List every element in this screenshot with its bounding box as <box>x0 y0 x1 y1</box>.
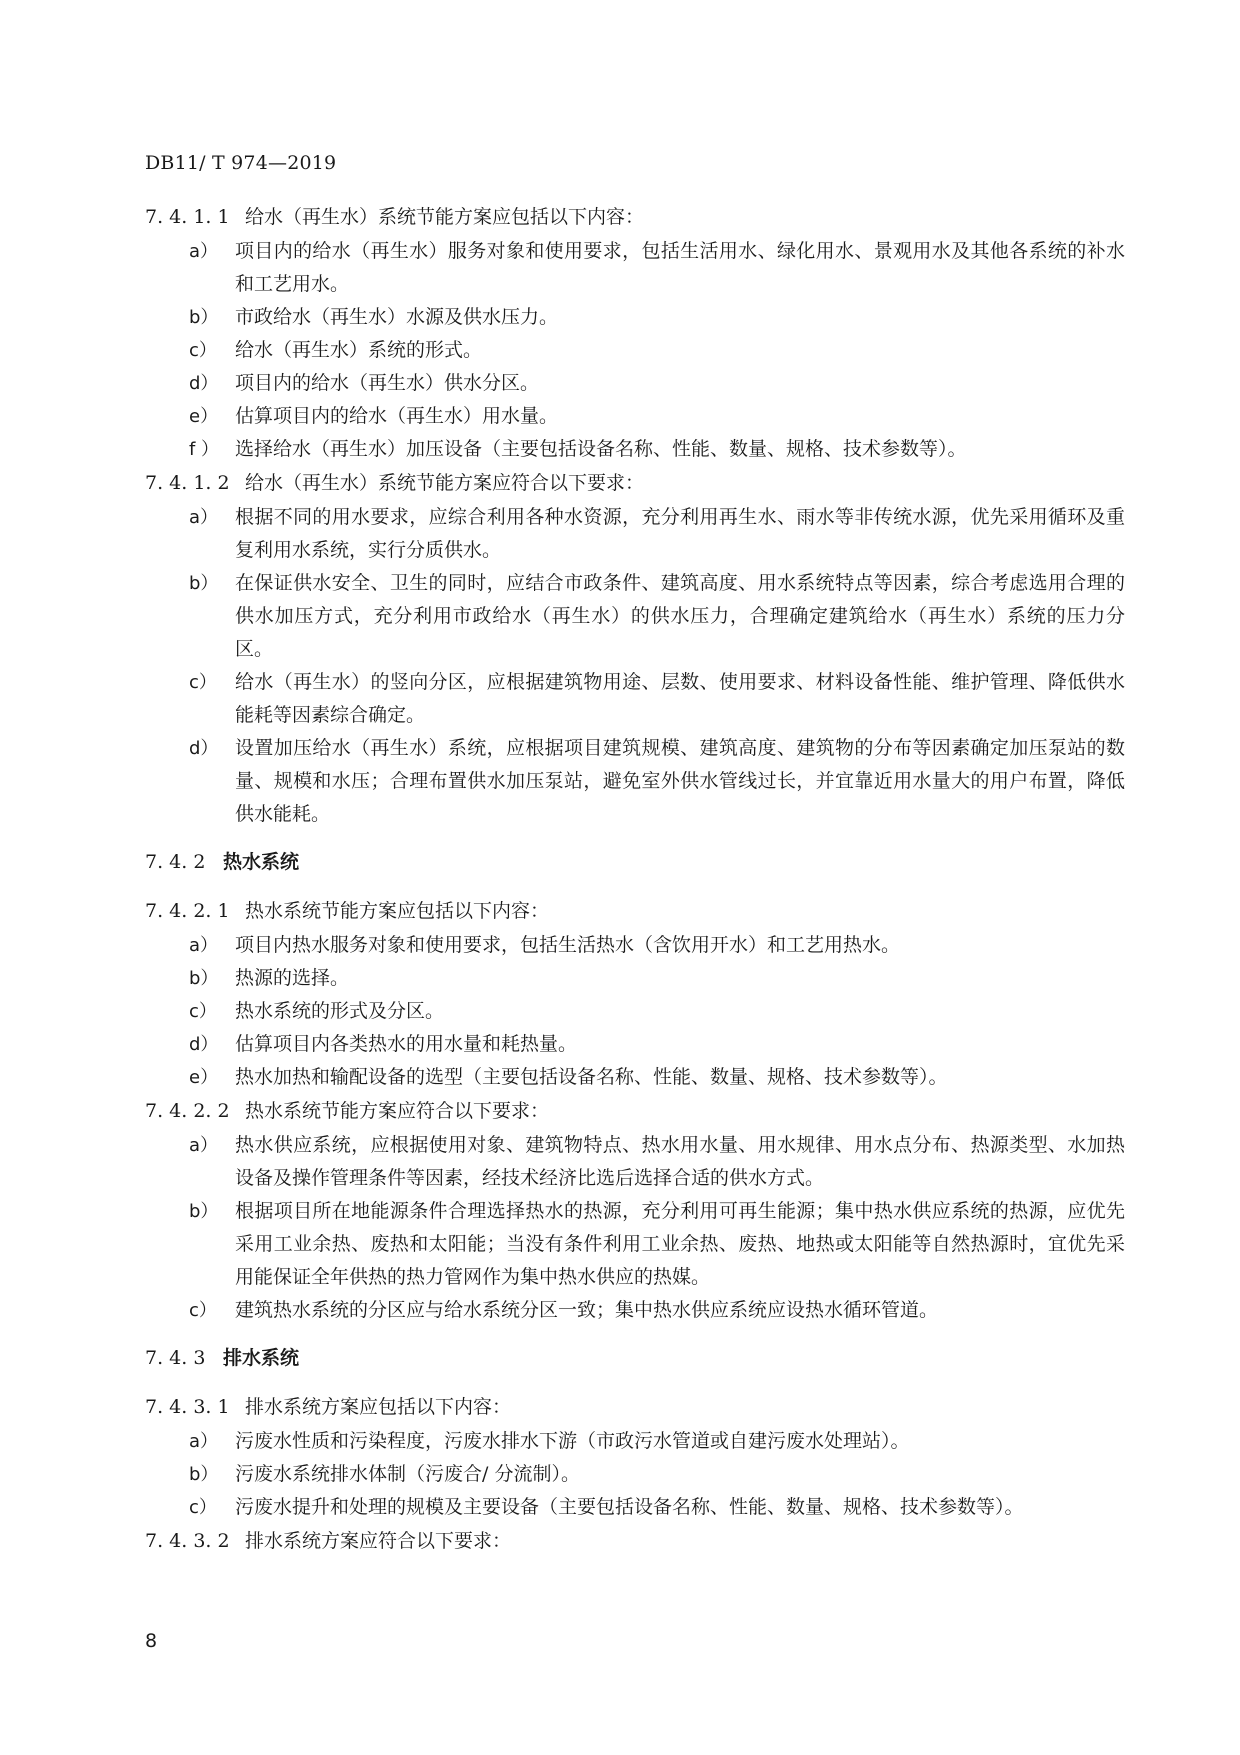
list-item <box>145 1458 1125 1491</box>
list-item <box>145 732 1125 831</box>
list-item-label: b） <box>189 1464 219 1485</box>
document-code-header: DB11/ T 974—2019 <box>145 152 337 174</box>
list-item-label: c） <box>189 340 217 361</box>
list-item <box>145 1129 1125 1195</box>
list-item-label: b） <box>189 968 219 989</box>
list-item-text: 热水系统的形式及分区。 <box>235 1000 445 1022</box>
list-item <box>145 433 1125 466</box>
list-item-text: 污废水性质和污染程度，污废水排水下游（市政污水管道或自建污废水处理站）。 <box>235 1430 910 1452</box>
list-item-text: 在保证供水安全、卫生的同时，应结合市政条件、建筑高度、用水系统特点等因素，综合考虑选用合理的供水加压方式，充分利用市政给水（再生水）的供水压力，合理确定建筑给水（再生水）系统的压力分区。 <box>235 572 1125 660</box>
list-item-text: 估算项目内各类热水的用水量和耗热量。 <box>235 1033 578 1055</box>
list-item-text: 估算项目内的给水（再生水）用水量。 <box>235 405 559 427</box>
clause-number: 7. 4. 1. 1 <box>145 206 230 228</box>
list-item-text: 市政给水（再生水）水源及供水压力。 <box>235 306 559 328</box>
list-item <box>145 400 1125 433</box>
list-item <box>145 334 1125 367</box>
list-item <box>145 501 1125 567</box>
list-item <box>145 367 1125 400</box>
list-item-label: b） <box>189 307 219 328</box>
list-item-label: d） <box>189 373 219 394</box>
clause-text: 热水系统节能方案应包括以下内容： <box>245 900 550 922</box>
list-item-text: 根据项目所在地能源条件合理选择热水的热源，充分利用可再生能源；集中热水供应系统的热源，应优先采用工业余热、废热和太阳能；当没有条件利用工业余热、废热、地热或太阳能等自然热源时，宜优先采用能保证全年供热的热力管网作为集中热水供应的热媒。 <box>235 1200 1125 1288</box>
clause-number: 7. 4. 1. 2 <box>145 472 230 494</box>
clause-number: 7. 4. 3 <box>145 1347 206 1369</box>
clause-text: 给水（再生水）系统节能方案应符合以下要求： <box>245 472 645 494</box>
clause-heading <box>145 1524 1125 1559</box>
clause-text: 热水系统节能方案应符合以下要求： <box>245 1100 550 1122</box>
list-item-text: 建筑热水系统的分区应与给水系统分区一致；集中热水供应系统应设热水循环管道。 <box>235 1299 939 1321</box>
section-heading <box>145 1341 1125 1376</box>
list-item-label: a） <box>189 241 219 262</box>
list-item-label: b） <box>189 1201 219 1222</box>
clause-text: 排水系统方案应包括以下内容： <box>245 1396 512 1418</box>
list-item-label: a） <box>189 1431 219 1452</box>
list-item-label: c） <box>189 1300 217 1321</box>
list-item <box>145 567 1125 666</box>
list-item <box>145 929 1125 962</box>
section-title: 排水系统 <box>223 1347 300 1369</box>
list-item <box>145 301 1125 334</box>
list-item-text: 项目内的给水（再生水）服务对象和使用要求，包括生活用水、绿化用水、景观用水及其他各系统的补水和工艺用水。 <box>235 240 1125 295</box>
list-item-text: 热水加热和输配设备的选型（主要包括设备名称、性能、数量、规格、技术参数等）。 <box>235 1066 948 1088</box>
list-item-label: c） <box>189 672 217 693</box>
list-item-text: 热水供应系统，应根据使用对象、建筑物特点、热水用水量、用水规律、用水点分布、热源类型、水加热设备及操作管理条件等因素，经技术经济比选后选择合适的供水方式。 <box>235 1134 1125 1189</box>
list-item-label: f ） <box>189 439 220 460</box>
list-item <box>145 962 1125 995</box>
list-item-label: a） <box>189 1135 219 1156</box>
list-item-text: 给水（再生水）系统的形式。 <box>235 339 483 361</box>
clause-heading <box>145 1094 1125 1129</box>
list-item-label: e） <box>189 406 219 427</box>
list-item <box>145 666 1125 732</box>
list-item-label: a） <box>189 507 219 528</box>
clause-heading <box>145 200 1125 235</box>
list-item-text: 项目内热水服务对象和使用要求，包括生活热水（含饮用开水）和工艺用热水。 <box>235 934 901 956</box>
section-title: 热水系统 <box>223 851 300 873</box>
list-item-text: 热源的选择。 <box>235 967 350 989</box>
list-item-text: 污废水系统排水体制（污废合/ 分流制）。 <box>235 1463 580 1485</box>
list-item-label: d） <box>189 738 219 759</box>
list-item <box>145 1425 1125 1458</box>
list-item <box>145 235 1125 301</box>
list-item <box>145 995 1125 1028</box>
list-item-text: 设置加压给水（再生水）系统，应根据项目建筑规模、建筑高度、建筑物的分布等因素确定加压泵站的数量、规模和水压；合理布置供水加压泵站，避免室外供水管线过长，并宜靠近用水量大的用户布置，降低供水能耗。 <box>235 737 1125 825</box>
clause-heading <box>145 466 1125 501</box>
section-heading <box>145 845 1125 880</box>
list-item <box>145 1061 1125 1094</box>
list-item <box>145 1028 1125 1061</box>
clause-number: 7. 4. 3. 2 <box>145 1530 230 1552</box>
clause-heading <box>145 894 1125 929</box>
list-item-text: 给水（再生水）的竖向分区，应根据建筑物用途、层数、使用要求、材料设备性能、维护管理、降低供水能耗等因素综合确定。 <box>235 671 1125 726</box>
clause-number: 7. 4. 2 <box>145 851 206 873</box>
list-item-text: 根据不同的用水要求，应综合利用各种水资源，充分利用再生水、雨水等非传统水源，优先采用循环及重复利用水系统，实行分质供水。 <box>235 506 1125 561</box>
clause-number: 7. 4. 3. 1 <box>145 1396 230 1418</box>
list-item <box>145 1491 1125 1524</box>
document-body <box>145 200 1125 1559</box>
list-item-text: 污废水提升和处理的规模及主要设备（主要包括设备名称、性能、数量、规格、技术参数等）。 <box>235 1496 1024 1518</box>
clause-heading <box>145 1390 1125 1425</box>
clause-number: 7. 4. 2. 2 <box>145 1100 230 1122</box>
clause-text: 排水系统方案应符合以下要求： <box>245 1530 512 1552</box>
clause-text: 给水（再生水）系统节能方案应包括以下内容： <box>245 206 645 228</box>
list-item-label: c） <box>189 1497 217 1518</box>
list-item-text: 选择给水（再生水）加压设备（主要包括设备名称、性能、数量、规格、技术参数等）。 <box>235 438 967 460</box>
list-item-text: 项目内的给水（再生水）供水分区。 <box>235 372 540 394</box>
list-item-label: e） <box>189 1067 219 1088</box>
list-item <box>145 1195 1125 1294</box>
list-item-label: d） <box>189 1034 219 1055</box>
clause-number: 7. 4. 2. 1 <box>145 900 230 922</box>
page-number: 8 <box>145 1630 158 1652</box>
list-item-label: b） <box>189 573 219 594</box>
list-item <box>145 1294 1125 1327</box>
list-item-label: c） <box>189 1001 217 1022</box>
list-item-label: a） <box>189 935 219 956</box>
